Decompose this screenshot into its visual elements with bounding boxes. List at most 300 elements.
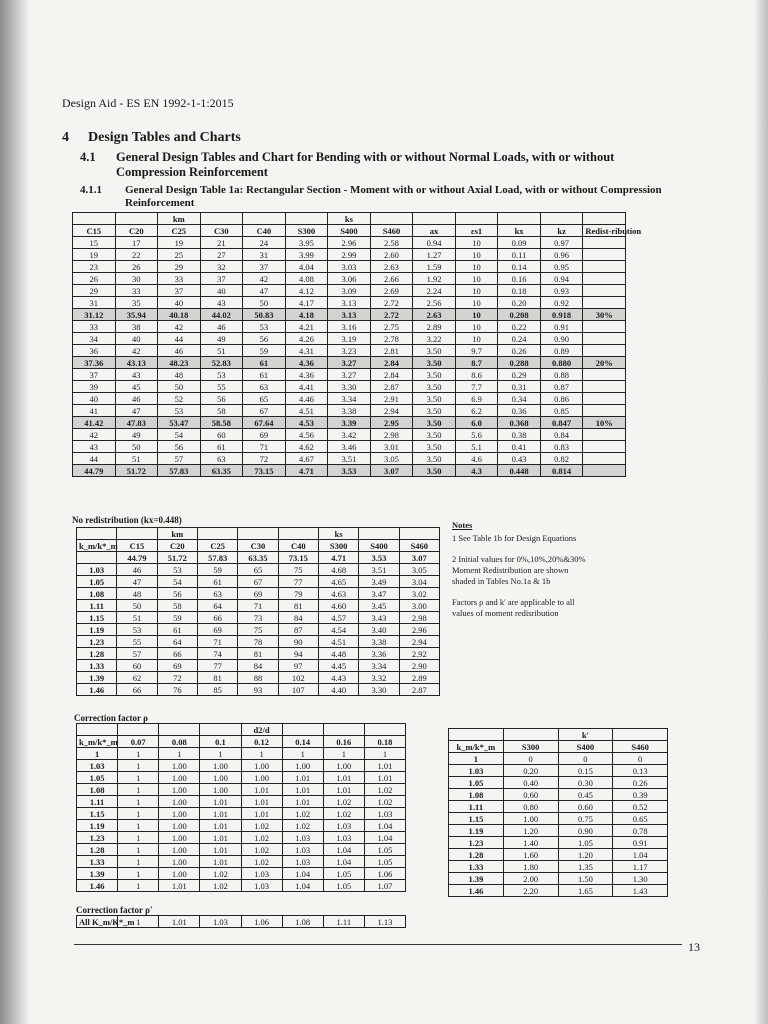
table-cell: 4.63	[318, 588, 358, 600]
table-cell: 81	[278, 600, 318, 612]
table-cell: 1.00	[159, 820, 200, 832]
table-cell: kz	[540, 225, 583, 237]
table-cell: 57.83	[158, 465, 201, 477]
table-cell: 1.35	[558, 861, 613, 873]
table-cell: 1.19	[77, 624, 117, 636]
table-row	[449, 825, 668, 837]
correction-factor-rho-prime-caption: Correction factor ρ'	[76, 905, 153, 915]
table-cell: 48	[158, 369, 201, 381]
table-cell: 33	[73, 321, 116, 333]
table-row	[73, 405, 626, 417]
table-cell	[282, 724, 323, 736]
table-cell: 1	[364, 748, 405, 760]
table-cell: 81	[197, 672, 237, 684]
table-cell: 2.94	[370, 405, 413, 417]
table-cell: 4.04	[285, 261, 328, 273]
table-cell: C20	[115, 225, 158, 237]
table-cell: 0.41	[498, 441, 541, 453]
table-cell: 46	[115, 393, 158, 405]
table-cell: 44.02	[200, 309, 243, 321]
table-row	[77, 784, 406, 796]
table-cell: 0.29	[498, 369, 541, 381]
table-cell: 0.847	[540, 417, 583, 429]
table-cell: 1.01	[282, 772, 323, 784]
table-cell: 31.12	[73, 309, 116, 321]
table-cell	[449, 729, 504, 741]
table-cell: 2.78	[370, 333, 413, 345]
table-row	[77, 832, 406, 844]
table-cell: 1.01	[200, 844, 241, 856]
table-cell: 61	[243, 357, 286, 369]
footer-rule	[74, 944, 682, 945]
table-cell: 1.04	[364, 820, 405, 832]
table-cell	[583, 441, 626, 453]
table-cell: 3.07	[399, 552, 439, 564]
table-cell: 1.00	[241, 772, 282, 784]
table-cell: 3.50	[413, 465, 456, 477]
table-row	[77, 612, 440, 624]
table-cell: 0.208	[498, 309, 541, 321]
table-cell: 2.72	[370, 297, 413, 309]
table-cell: 73.15	[278, 552, 318, 564]
table-cell: 3.95	[285, 237, 328, 249]
table-cell: 31	[243, 249, 286, 261]
table-row	[77, 660, 440, 672]
table-cell: 48	[117, 588, 157, 600]
table-cell: 3.06	[328, 273, 371, 285]
table-cell: 4.51	[318, 636, 358, 648]
table-cell: 61	[200, 441, 243, 453]
table-cell: S300	[503, 741, 558, 753]
table-cell: 0.78	[613, 825, 668, 837]
table-row	[77, 636, 440, 648]
correction-factor-rho-table	[76, 723, 406, 892]
table-cell: 1.00	[159, 784, 200, 796]
note-2: 2 Initial values for 0%,10%,20%&30% Moment Redistribution are shown shaded in Tables No.1a & 1b	[452, 554, 586, 586]
table-cell: 3.27	[328, 369, 371, 381]
table-row	[73, 321, 626, 333]
header-row	[73, 225, 626, 237]
table-cell: 42	[73, 429, 116, 441]
table-cell: 4.26	[285, 333, 328, 345]
table-cell: 35.94	[115, 309, 158, 321]
table-cell	[583, 261, 626, 273]
table-cell: 2.63	[413, 309, 456, 321]
table-cell: 1.01	[241, 808, 282, 820]
table-cell: 4.53	[285, 417, 328, 429]
table-cell: 0.880	[540, 357, 583, 369]
table-cell: 4.56	[285, 429, 328, 441]
table-cell: 3.30	[328, 381, 371, 393]
table-row	[73, 273, 626, 285]
table-cell: 1.07	[364, 880, 405, 892]
table-cell: 1.01	[364, 760, 405, 772]
table-cell: 0.91	[540, 321, 583, 333]
table-cell: 2.89	[399, 672, 439, 684]
table-cell: 2.92	[399, 648, 439, 660]
table-cell: 1.46	[77, 684, 117, 696]
table-row	[73, 417, 626, 429]
table-cell: 1	[77, 748, 118, 760]
table-cell: 4.21	[285, 321, 328, 333]
table-cell: 81	[238, 648, 278, 660]
table-cell: 3.34	[328, 393, 371, 405]
table-cell	[115, 213, 158, 225]
table-cell	[583, 321, 626, 333]
table-cell: 37	[73, 369, 116, 381]
table-cell: 73.15	[243, 465, 286, 477]
table-cell: 3.43	[359, 612, 399, 624]
table-cell: 54	[158, 429, 201, 441]
table-cell	[613, 729, 668, 741]
table-cell	[118, 724, 159, 736]
table-cell: 38	[115, 321, 158, 333]
table-row	[73, 441, 626, 453]
table-cell	[117, 528, 157, 540]
table-cell: 1.03	[282, 832, 323, 844]
table-cell: 50	[158, 381, 201, 393]
header-row	[77, 540, 440, 552]
table-cell: 87	[278, 624, 318, 636]
table-cell: 57	[158, 453, 201, 465]
table-cell: 51	[117, 612, 157, 624]
table-cell: 1.01	[200, 832, 241, 844]
table-cell: 57.83	[197, 552, 237, 564]
table-cell: 1.00	[282, 760, 323, 772]
table-cell: 1.04	[613, 849, 668, 861]
header-row	[449, 729, 668, 741]
table-cell: 1.60	[503, 849, 558, 861]
table-cell: 1	[118, 796, 159, 808]
table-cell: 0.94	[413, 237, 456, 249]
table-cell: 1.00	[503, 813, 558, 825]
table-cell: 47.83	[115, 417, 158, 429]
correction-factor-rho-prime-table	[76, 915, 406, 928]
table-cell: 35	[115, 297, 158, 309]
table-cell: 75	[278, 564, 318, 576]
table-cell: 0	[558, 753, 613, 765]
table-cell	[359, 528, 399, 540]
table-cell: 57	[117, 648, 157, 660]
table-cell: 9.7	[455, 345, 498, 357]
table-cell: 46	[158, 345, 201, 357]
table-row	[449, 813, 668, 825]
table-cell: S460	[399, 540, 439, 552]
table-cell: 47	[117, 576, 157, 588]
table-cell: 59	[157, 612, 197, 624]
table-cell: 65	[243, 393, 286, 405]
table-row	[73, 393, 626, 405]
table-row	[449, 849, 668, 861]
table-cell	[370, 213, 413, 225]
table-cell: 4.45	[318, 660, 358, 672]
table-cell: 5.1	[455, 441, 498, 453]
table-cell: 0.45	[558, 789, 613, 801]
table-row	[73, 297, 626, 309]
table-row	[73, 261, 626, 273]
table-cell: 1.28	[77, 844, 118, 856]
table-cell: 40	[200, 285, 243, 297]
table-cell: 51	[115, 453, 158, 465]
subsubsection-heading: 4.1.1 General Design Table 1a: Rectangular Section - Moment with or without Axial Load, with or without Compression Reinforcement	[80, 184, 662, 209]
table-cell: 1.06	[241, 916, 282, 928]
table-cell: 58	[157, 600, 197, 612]
table-cell: 1.01	[323, 784, 364, 796]
table-cell: 1.06	[364, 868, 405, 880]
table-cell: 40	[73, 393, 116, 405]
table-cell: 1.05	[77, 576, 117, 588]
table-cell: 3.38	[359, 636, 399, 648]
table-cell: 6.9	[455, 393, 498, 405]
table-row	[77, 624, 440, 636]
table-cell: 50	[117, 600, 157, 612]
table-cell	[77, 724, 118, 736]
table-cell: 1.03	[282, 856, 323, 868]
table-cell: 4.41	[285, 381, 328, 393]
table-cell: 1.05	[449, 777, 504, 789]
table-cell: 0.90	[540, 333, 583, 345]
table-cell: 58.58	[200, 417, 243, 429]
table-cell: 48.23	[158, 357, 201, 369]
table-row	[73, 381, 626, 393]
table-cell: 69	[197, 624, 237, 636]
table-cell: 1.11	[449, 801, 504, 813]
table-cell: 10	[455, 297, 498, 309]
table-cell: 1.05	[364, 856, 405, 868]
table-cell: 60	[117, 660, 157, 672]
table-cell: 1.02	[364, 784, 405, 796]
subsection-heading: 4.1 General Design Tables and Chart for Bending with or without Normal Loads, with or without Compression Reinforcement	[80, 150, 615, 179]
table-cell: 1.01	[159, 880, 200, 892]
table-cell: 1	[118, 844, 159, 856]
table-cell: 2.58	[370, 237, 413, 249]
table-cell: 4.18	[285, 309, 328, 321]
table-cell: 102	[278, 672, 318, 684]
table-cell: 61	[157, 624, 197, 636]
table-cell: 72	[157, 672, 197, 684]
table-cell: 0.43	[498, 453, 541, 465]
table-cell: 0.14	[498, 261, 541, 273]
table-cell: 67	[243, 405, 286, 417]
table-cell: 4.43	[318, 672, 358, 684]
table-cell: 39	[73, 381, 116, 393]
table-cell: 84	[278, 612, 318, 624]
table-cell: 94	[278, 648, 318, 660]
table-cell: 56	[243, 333, 286, 345]
table-cell: 3.09	[328, 285, 371, 297]
table-cell: 5.6	[455, 429, 498, 441]
table-cell: 4.36	[285, 369, 328, 381]
table-cell: 3.40	[359, 624, 399, 636]
table-cell: S460	[370, 225, 413, 237]
table-cell: 1.01	[282, 784, 323, 796]
table-cell: 1.00	[159, 856, 200, 868]
table-cell: 62	[117, 672, 157, 684]
table-cell: 4.68	[318, 564, 358, 576]
table-cell: 37	[158, 285, 201, 297]
table-cell: 0.15	[558, 765, 613, 777]
table-cell: 1	[118, 772, 159, 784]
table-cell: 1	[118, 880, 159, 892]
table-cell: 90	[278, 636, 318, 648]
table-cell: 1.00	[200, 784, 241, 796]
table-cell: 59	[243, 345, 286, 357]
table-cell: 0.31	[498, 381, 541, 393]
table-cell: 10%	[583, 417, 626, 429]
table-cell: 1.39	[77, 672, 117, 684]
table-cell	[323, 724, 364, 736]
table-cell: 0.94	[540, 273, 583, 285]
table-cell: 63	[200, 453, 243, 465]
notes-block	[452, 520, 592, 619]
table-row	[77, 796, 406, 808]
table-cell	[540, 213, 583, 225]
header-row	[77, 736, 406, 748]
table-cell: 3.42	[328, 429, 371, 441]
table-cell: 37	[200, 273, 243, 285]
table-cell: 1.15	[77, 612, 117, 624]
table-row	[73, 333, 626, 345]
table-cell: 2.89	[413, 321, 456, 333]
table-cell: kx	[498, 225, 541, 237]
table-cell: 2.95	[370, 417, 413, 429]
table-row	[77, 772, 406, 784]
table-cell: 1.02	[241, 832, 282, 844]
table-cell: 2.96	[328, 237, 371, 249]
table-cell: 64	[197, 600, 237, 612]
table-cell: 0.18	[498, 285, 541, 297]
table-cell	[77, 528, 117, 540]
table-cell: 0.89	[540, 345, 583, 357]
table-cell: 0.87	[540, 381, 583, 393]
table-cell: Redist-ribution	[583, 225, 626, 237]
table-cell: 1.46	[77, 880, 118, 892]
table-cell: 1.92	[413, 273, 456, 285]
table-cell: 0.34	[498, 393, 541, 405]
table-cell: S300	[285, 225, 328, 237]
table-cell: 4.65	[318, 576, 358, 588]
table-cell: 1.03	[449, 765, 504, 777]
table-cell	[159, 724, 200, 736]
table-row	[77, 684, 440, 696]
table-cell: 10	[455, 321, 498, 333]
table-cell: C15	[117, 540, 157, 552]
table-cell: 3.50	[413, 381, 456, 393]
table-cell: 36	[73, 345, 116, 357]
table-cell: 3.38	[328, 405, 371, 417]
table-cell: 64	[157, 636, 197, 648]
table-cell: 24	[243, 237, 286, 249]
table-cell: 2.84	[370, 357, 413, 369]
table-row	[449, 861, 668, 873]
table-cell: 1.02	[282, 808, 323, 820]
table-cell: 7.7	[455, 381, 498, 393]
table-cell: 0.1	[200, 736, 241, 748]
table-cell: 79	[278, 588, 318, 600]
table-cell: 0.07	[118, 736, 159, 748]
table-cell: 3.19	[328, 333, 371, 345]
table-cell: 1.50	[558, 873, 613, 885]
table-cell: 77	[278, 576, 318, 588]
table-cell: 1.03	[241, 868, 282, 880]
table-cell: C40	[243, 225, 286, 237]
table-cell: 1.01	[200, 820, 241, 832]
table-row	[449, 837, 668, 849]
table-cell: 41.42	[73, 417, 116, 429]
table-cell: 42	[158, 321, 201, 333]
table-cell: 53	[243, 321, 286, 333]
table-cell: 4.08	[285, 273, 328, 285]
table-cell: 50	[243, 297, 286, 309]
table-cell: 3.03	[328, 261, 371, 273]
table-cell: 10	[455, 249, 498, 261]
table-cell	[583, 429, 626, 441]
table-cell: 0.40	[503, 777, 558, 789]
table-cell: 1	[118, 748, 159, 760]
table-cell: 107	[278, 684, 318, 696]
table-row	[73, 357, 626, 369]
table-cell: 1.27	[413, 249, 456, 261]
table-cell: 43.13	[115, 357, 158, 369]
table-cell: 0.83	[540, 441, 583, 453]
table-cell: 3.99	[285, 249, 328, 261]
table-cell: 8.6	[455, 369, 498, 381]
table-cell: 50.83	[243, 309, 286, 321]
table-cell: 72	[243, 453, 286, 465]
table-cell: 1.02	[323, 796, 364, 808]
table-cell: 4.6	[455, 453, 498, 465]
table-row	[73, 465, 626, 477]
table-cell: 52	[158, 393, 201, 405]
table-cell: 1.00	[159, 868, 200, 880]
table-cell: 84	[238, 660, 278, 672]
table-cell: 1	[118, 916, 159, 928]
table-cell	[583, 465, 626, 477]
table-cell: 2.56	[413, 297, 456, 309]
table-cell: 1	[118, 868, 159, 880]
table-cell: 21	[200, 237, 243, 249]
table-cell: 6.0	[455, 417, 498, 429]
table-row	[77, 856, 406, 868]
table-cell: 42	[115, 345, 158, 357]
table-cell: 1.15	[449, 813, 504, 825]
correction-factor-rho-caption: Correction factor ρ	[74, 713, 148, 723]
table-cell: 1.03	[282, 844, 323, 856]
book-binding-shadow	[0, 0, 28, 1024]
table-cell: 1.03	[77, 760, 118, 772]
table-row	[77, 916, 406, 928]
table-cell: ks	[328, 213, 371, 225]
table-cell: 52.83	[200, 357, 243, 369]
table-cell	[243, 213, 286, 225]
table-cell: 34	[73, 333, 116, 345]
table-cell: 1.02	[200, 880, 241, 892]
table-row	[73, 249, 626, 261]
table-cell: C20	[157, 540, 197, 552]
table-cell: 3.32	[359, 672, 399, 684]
table-cell: 55	[200, 381, 243, 393]
header-row	[73, 213, 626, 225]
table-cell: 60	[200, 429, 243, 441]
table-cell: 4.17	[285, 297, 328, 309]
table-cell: 43	[200, 297, 243, 309]
table-cell: 1.04	[323, 844, 364, 856]
table-row	[73, 309, 626, 321]
table-cell	[455, 213, 498, 225]
table-row	[77, 648, 440, 660]
table-cell: 4.54	[318, 624, 358, 636]
table-row	[73, 345, 626, 357]
